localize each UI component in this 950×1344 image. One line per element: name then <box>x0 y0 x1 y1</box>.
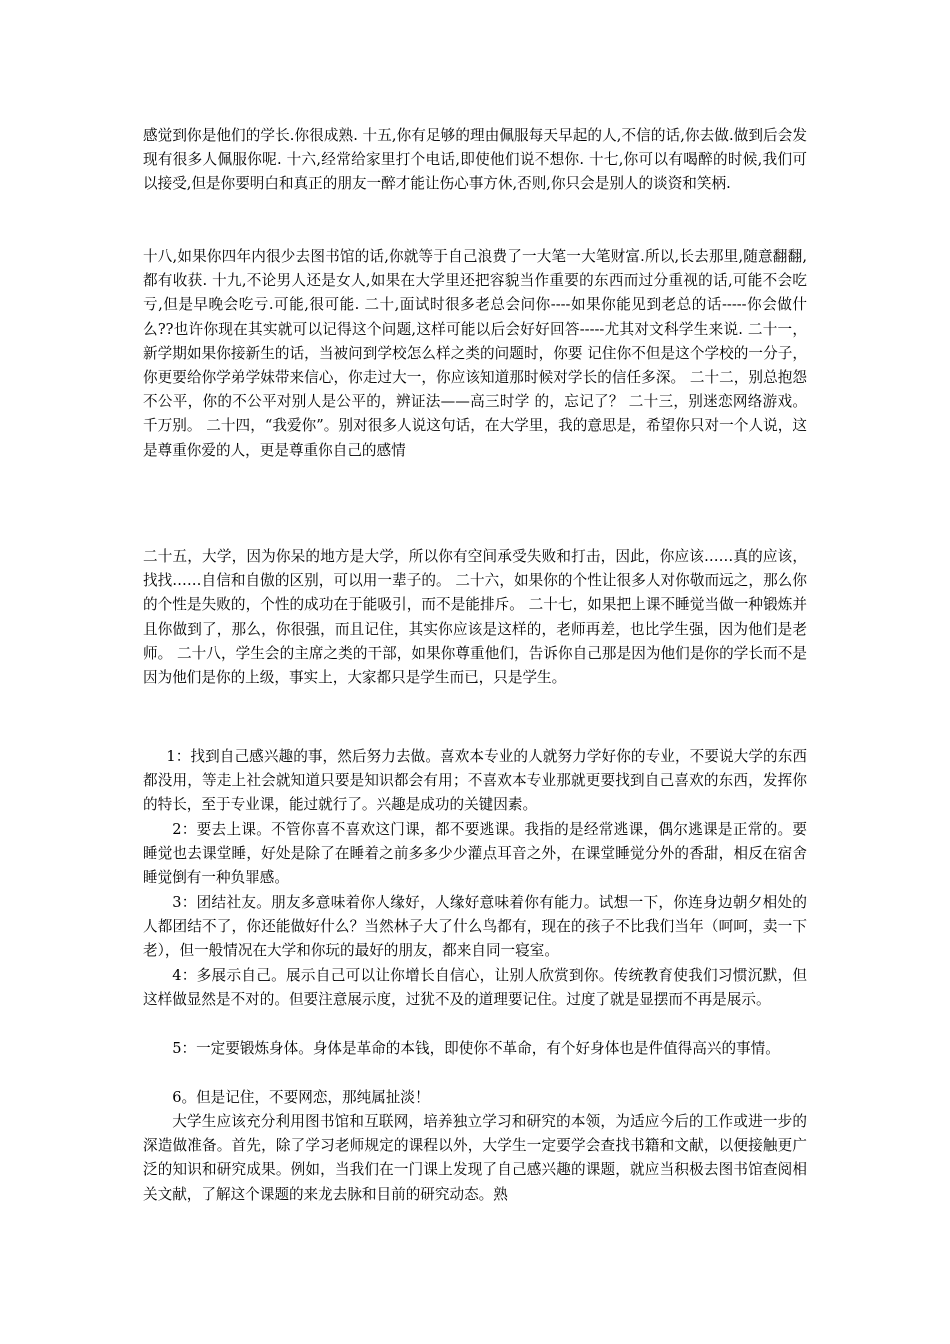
paragraph-library: 大学生应该充分利用图书馆和互联网，培养独立学习和研究的本领，为适应今后的工作或进一步的深造做准备。首先，除了学习老师规定的课程以外，大学生一定要学会查找书籍和文献，以便接触更广泛的知识和研究成果。例如，当我们在一门课上发现了自己感兴趣的课题，就应当积极去图书馆查阅相关文献，了解这个课题的来龙去脉和目前的研究动态。熟 <box>143 1113 807 1203</box>
list-item-1: 1：找到自己感兴趣的事，然后努力去做。喜欢本专业的人就努力学好你的专业，不要说大学的东西都没用，等走上社会就知道只要是知识都会有用；不喜欢本专业那就更要找到自己喜欢的东西，发挥你的特长，至于专业课，能过就行了。兴趣是成功的关键因素。 <box>143 748 807 814</box>
list-item-5: 5：一定要锻炼身体。身体是革命的本钱，即使你不革命，有个好身体也是件值得高兴的事情。 <box>172 1040 780 1057</box>
list-item-3: 3：团结社友。朋友多意味着你人缘好，人缘好意味着你有能力。试想一下，你连身边朝夕相处的人都团结不了，你还能做好什么？当然林子大了什么鸟都有，现在的孩子不比我们当年（呵呵，卖一下老），但一般情况在大学和你玩的最好的朋友，都来自同一寝室。 <box>143 894 807 960</box>
paragraph-3: 二十五，大学，因为你呆的地方是大学，所以你有空间承受失败和打击，因此，你应该……真的应该，找找……自信和自傲的区别，可以用一辈子的。 二十六，如果你的个性让很多人对你敬而远之，那么你的个性是失败的，个性的成功在于能吸引，而不是能排斥。 二十七，如果把上课不睡觉当做一种锻炼并且你做到了，那么，你很强，而且记住，其实你应该是这样的，老师再差，也比学生强，因为他们是老师。 二十八，学生会的主席之类的干部，如果你尊重他们，告诉你自己那是因为他们是你的学长而不是因为他们是你的上级，事实上，大家都只是学生而已，只是学生。 <box>143 548 807 687</box>
list-item-6: 6。但是记住，不要网恋，那纯属扯淡！ <box>172 1089 430 1106</box>
list-item-2: 2：要去上课。不管你喜不喜欢这门课，都不要逃课。我指的是经常逃课，偶尔逃课是正常的。要睡觉也去课堂睡，好处是除了在睡着之前多多少少灌点耳音之外，在课堂睡觉分外的香甜，相反在宿舍睡觉倒有一种负罪感。 <box>143 821 807 887</box>
list-item-4: 4：多展示自己。展示自己可以让你增长自信心，让别人欣赏到你。传统教育使我们习惯沉默，但这样做显然是不对的。但要注意展示度，过犹不及的道理要记住。过度了就是显摆而不再是展示。 <box>143 967 807 1009</box>
paragraph-2: 十八,如果你四年内很少去图书馆的话,你就等于自己浪费了一大笔一大笔财富.所以,长去那里,随意翻翻,都有收获. 十九,不论男人还是女人,如果在大学里还把容貌当作重要的东西而过分重视的话,可能不会吃亏,但是早晚会吃亏.可能,很可能. 二十,面试时很多老总会问你----如果你能见到老总的话-----你会做什么??也许你现在其实就可以记得这个问题,这样可能以后会好好回答-----尤其对文科学生来说. 二十一，新学期如果你接新生的话，当被问到学校怎么样之类的问题时，你要 记住你不但是这个学校的一分子，你更要给你学弟学妹带来信心，你走过大一，你应该知道那时候对学长的信任多深。 二十二，别总抱怨不公平，你的不公平对别人是公平的，辨证法——高三时学 的，忘记了？ 二十三，别迷恋网络游戏。千万别。 二十四，“我爱你”。别对很多人说这句话，在大学里，我的意思是，希望你只对一个人说，这是尊重你爱的人，更是尊重你自己的感情 <box>143 248 807 459</box>
paragraph-1: 感觉到你是他们的学长.你很成熟. 十五,你有足够的理由佩服每天早起的人,不信的话,你去做.做到后会发现有很多人佩服你呢. 十六,经常给家里打个电话,即使他们说不想你. 十七,你可以有喝醉的时候,我们可以接受,但是你要明白和真正的朋友一醉才能让伤心事方休,否则,你只会是别人的谈资和笑柄. <box>143 127 807 193</box>
